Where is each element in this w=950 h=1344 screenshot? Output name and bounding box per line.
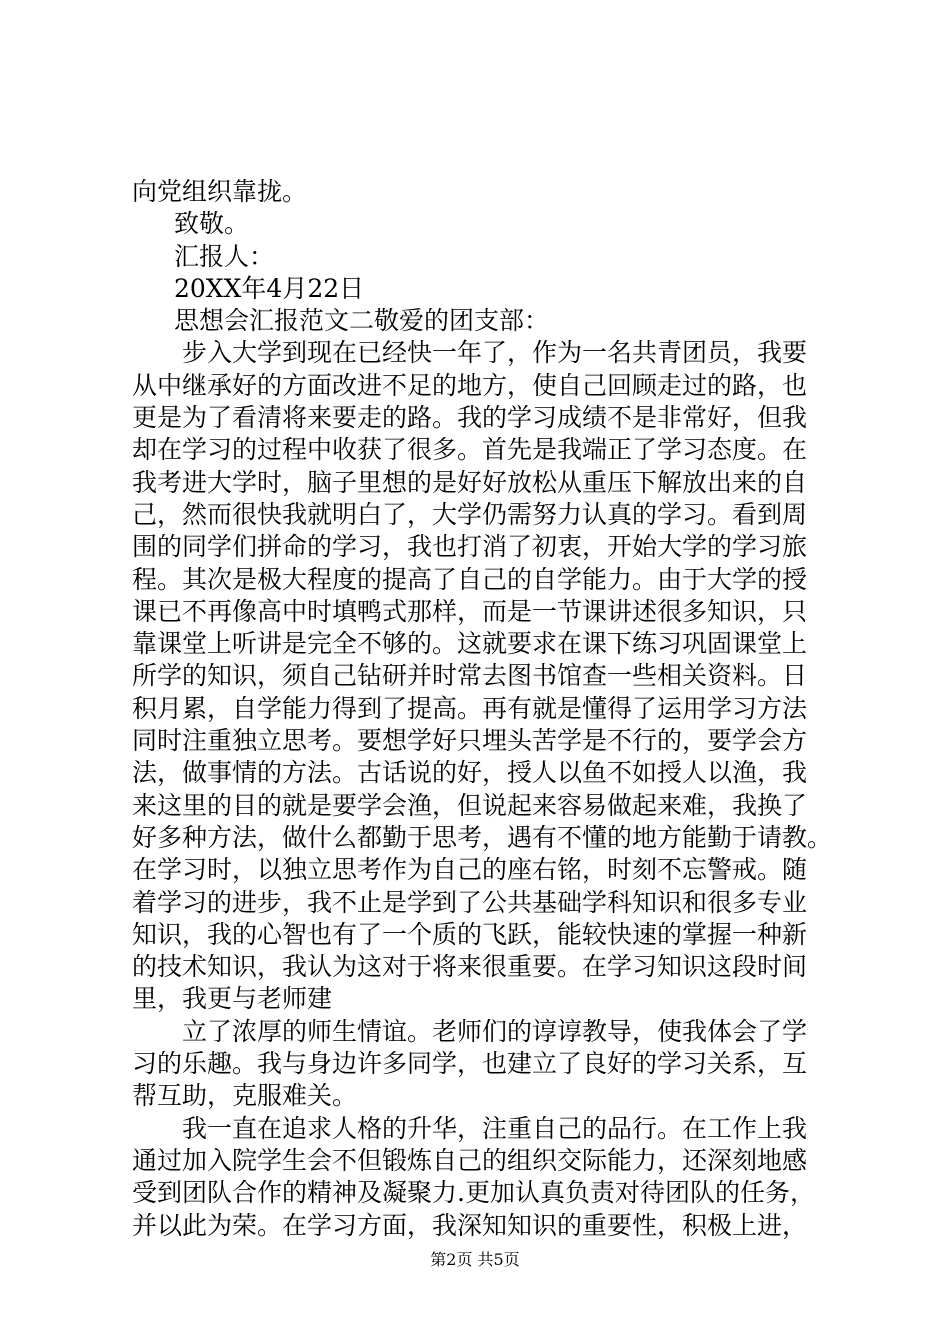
- document-body: [132, 176, 852, 1242]
- text-line: 向党组织靠拢。: [132, 177, 308, 206]
- text-line: 课已不再像高中时填鸭式那样，而是一节课讲述很多知识，只: [132, 596, 808, 626]
- text-line: 帮互助，克服难关。: [132, 1081, 358, 1111]
- text-line: 我考进大学时，脑子里想的是好好放松从重压下解放出来的自: [132, 467, 808, 497]
- text-line: 同时注重独立思考。要想学好只埋头苦学是不行的，要学会方: [132, 726, 808, 756]
- text-line: 并以此为荣。在学习方面，我深知知识的重要性，积极上进，: [132, 1210, 808, 1240]
- text-line: 却在学习的过程中收获了很多。首先是我端正了学习态度。在: [132, 435, 808, 465]
- text-line: 从中继承好的方面改进不足的地方，使自己回顾走过的路，也: [132, 370, 808, 400]
- text-line: 立了浓厚的师生情谊。老师们的谆谆教导，使我体会了学: [182, 1016, 808, 1046]
- text-line: 步入大学到现在已经快一年了，作为一名共青团员，我要: [182, 338, 808, 368]
- text-line: 知识，我的心智也有了一个质的飞跃，能较快速的掌握一种新: [132, 919, 808, 949]
- text-line: 通过加入院学生会不但锻炼自己的组织交际能力，还深刻地感: [132, 1145, 808, 1175]
- text-line: 程。其次是极大程度的提高了自己的自学能力。由于大学的授: [132, 564, 808, 594]
- text-line: 所学的知识，须自己钻研并时常去图书馆查一些相关资料。日: [132, 661, 808, 691]
- text-line: 更是为了看清将来要走的路。我的学习成绩不是非常好，但我: [132, 403, 808, 433]
- text-line: 己，然而很快我就明白了，大学仍需努力认真的学习。看到周: [132, 499, 808, 529]
- text-line: 来这里的目的就是要学会渔，但说起来容易做起来难，我换了: [132, 790, 808, 820]
- text-line: 20XX年4月22日: [174, 273, 365, 303]
- text-line: 习的乐趣。我与身边许多同学，也建立了良好的学习关系，互: [132, 1049, 808, 1079]
- text-line: 围的同学们拼命的学习，我也打消了初衷，开始大学的学习旅: [132, 532, 808, 562]
- text-line: 好多种方法，做什么都勤于思考，遇有不懂的地方能勤于请教。: [132, 822, 833, 852]
- text-line: 法，做事情的方法。古话说的好，授人以鱼不如授人以渔，我: [132, 758, 808, 788]
- text-line: 致敬。: [174, 209, 250, 239]
- text-line: 靠课堂上听讲是完全不够的。这就要求在课下练习巩固课堂上: [132, 629, 808, 659]
- page-footer: 第2页 共5页: [430, 1250, 520, 1269]
- text-line: 在学习时，以独立思考作为自己的座右铭，时刻不忘警戒。随: [132, 855, 808, 885]
- text-line: 我一直在追求人格的升华，注重自己的品行。在工作上我: [182, 1113, 808, 1143]
- text-line: 积月累，自学能力得到了提高。再有就是懂得了运用学习方法: [132, 693, 808, 723]
- text-line: 受到团队合作的精神及凝聚力.更加认真负责对待团队的任务，: [132, 1178, 815, 1208]
- text-line: 里，我更与老师建: [132, 984, 333, 1014]
- text-line: 汇报人：: [174, 241, 275, 271]
- text-line: 的技术知识，我认为这对于将来很重要。在学习知识这段时间: [132, 952, 808, 982]
- text-line: 思想会汇报范文二敬爱的团支部：: [174, 306, 550, 336]
- text-line: 着学习的进步，我不止是学到了公共基础学科知识和很多专业: [132, 887, 808, 917]
